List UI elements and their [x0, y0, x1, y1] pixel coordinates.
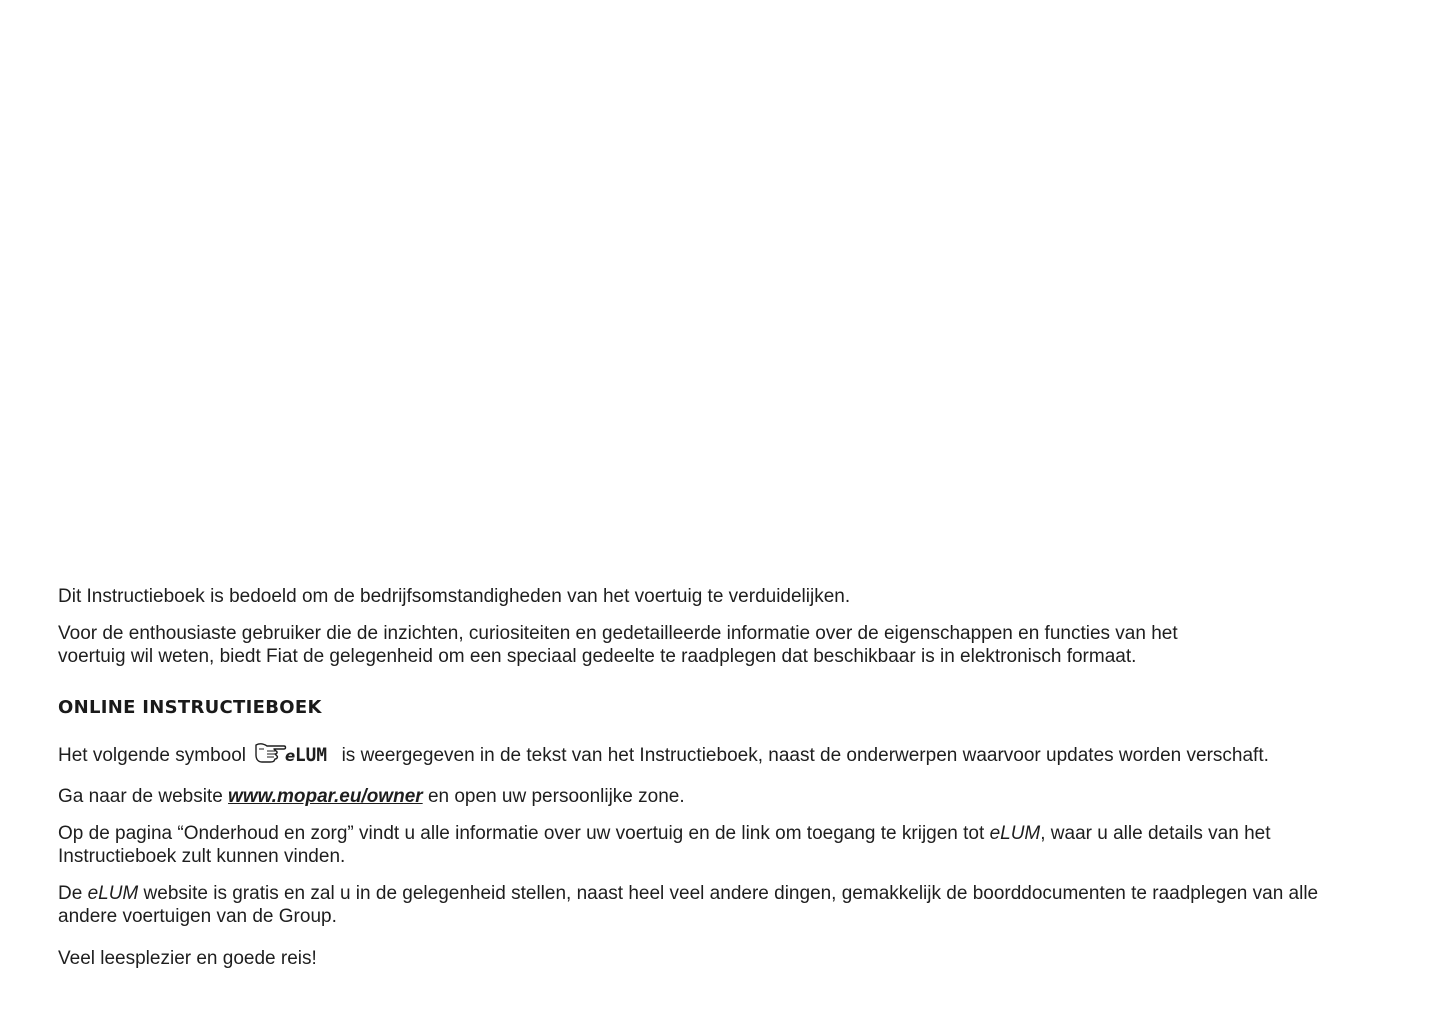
mopar-owner-link[interactable]: www.mopar.eu/owner	[228, 786, 423, 807]
page-elum-term: eLUM	[989, 823, 1041, 844]
page-text-after: , waar u alle details van het	[1040, 823, 1271, 844]
elum-text-line-2: andere voertuigen van de Group.	[58, 906, 337, 927]
enthusiast-line-2: voertuig wil weten, biedt Fiat de gelegenheid om een speciaal gedeelte te raadplegen dat beschikbaar is in elektronisch formaat.	[58, 646, 1137, 667]
symbol-paragraph	[58, 739, 1388, 771]
page-text-line-2: Instructieboek zult kunnen vinden.	[58, 846, 346, 867]
section-heading: ONLINE INSTRUCTIEBOEK	[58, 697, 322, 718]
page-text-before: Op de pagina “Onderhoud en zorg” vindt u alle informatie over uw voertuig en de link om toegang te krijgen tot	[58, 823, 990, 844]
elum-text-before: De	[58, 883, 88, 904]
closing-paragraph: Veel leesplezier en goede reis!	[58, 948, 317, 969]
website-text-after: en open uw persoonlijke zone.	[422, 786, 685, 807]
hand-pointing-elum-icon	[254, 739, 328, 771]
website-text-before: Ga naar de website	[58, 786, 229, 807]
enthusiast-line-1: Voor de enthousiaste gebruiker die de inzichten, curiositeiten en gedetailleerde informatie over de eigenschappen en functies van het	[58, 623, 1178, 644]
website-paragraph	[58, 785, 1388, 808]
page-paragraph	[58, 822, 1388, 868]
elum-text-after: website is gratis en zal u in de gelegenheid stellen, naast heel veel andere dingen, gemakkelijk de boorddocumenten te raadplegen van alle	[138, 883, 1319, 904]
intro-paragraph: Dit Instructieboek is bedoeld om de bedrijfsomstandigheden van het voertuig te verduidelijken.	[58, 586, 851, 607]
elum-term: eLUM	[87, 883, 139, 904]
symbol-text-after: is weergegeven in de tekst van het Instructieboek, naast de onderwerpen waarvoor updates worden verschaft.	[341, 745, 1269, 766]
svg-text:LUM: LUM	[295, 744, 328, 765]
document-body	[58, 585, 1388, 970]
svg-text:e: e	[285, 747, 296, 765]
elum-paragraph	[58, 882, 1388, 928]
enthusiast-paragraph	[58, 622, 1388, 668]
symbol-text-before: Het volgende symbool	[58, 745, 246, 766]
